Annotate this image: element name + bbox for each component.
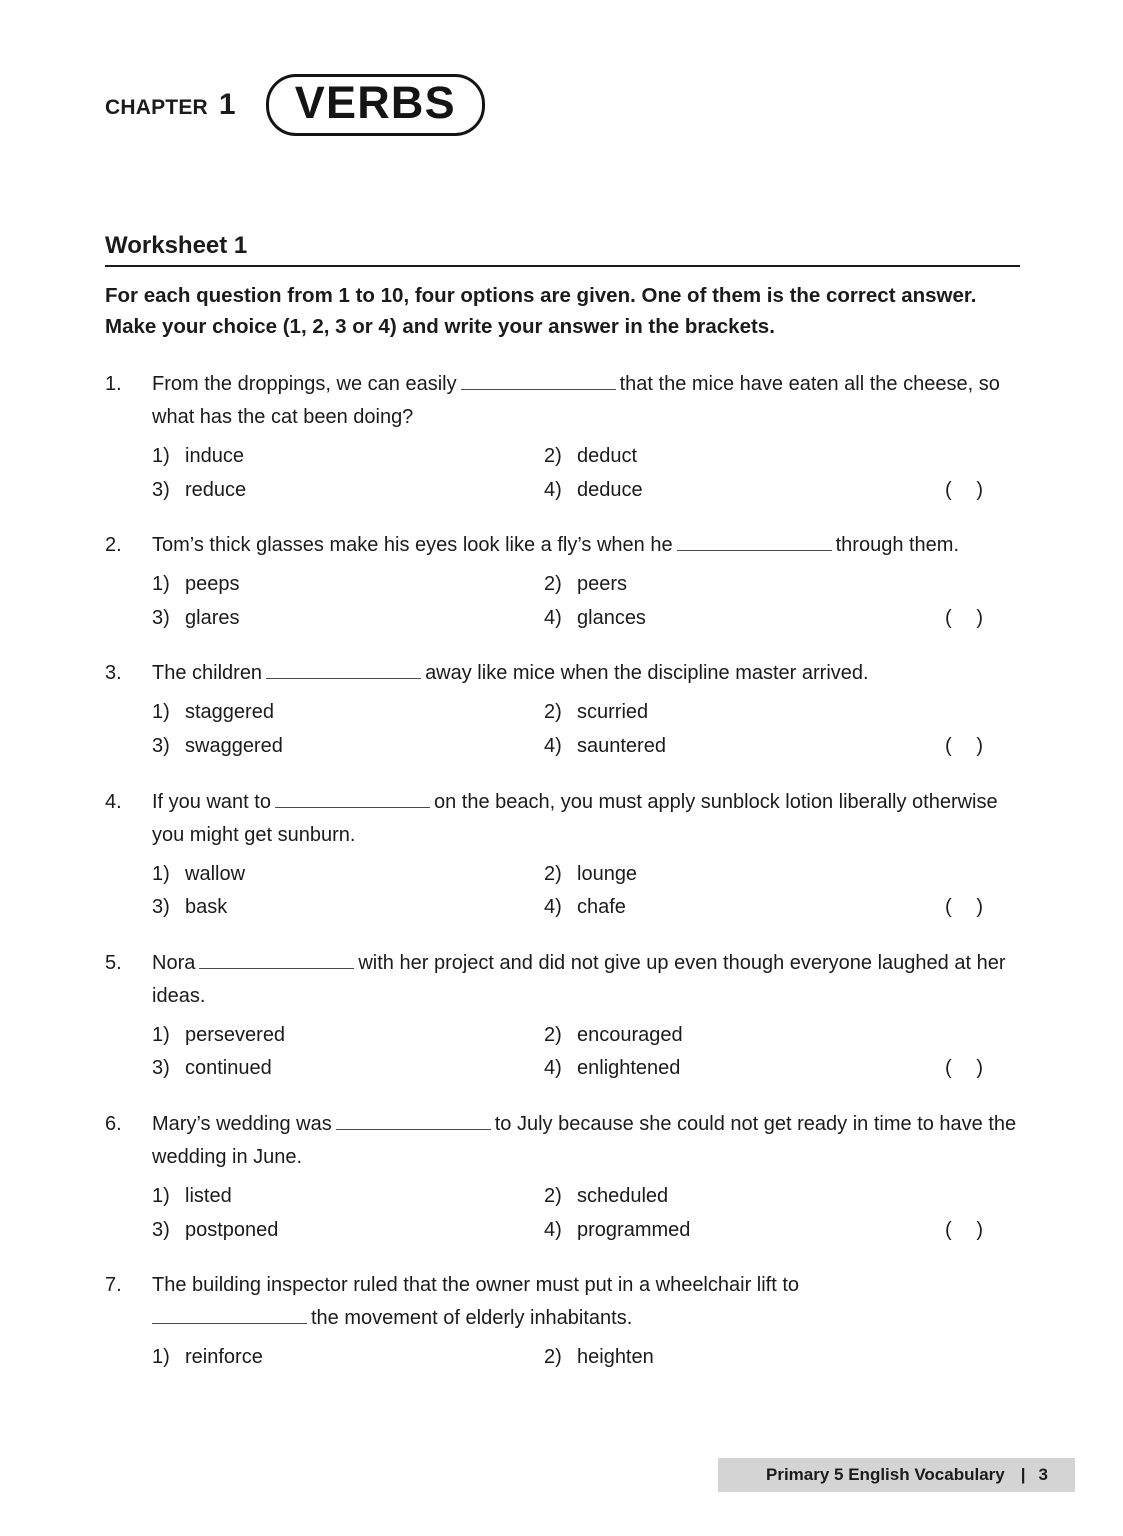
stem-text-after-blank: with her project and did not give up even though everyone laughed at her ideas. [152, 951, 1006, 1007]
option-text: peeps [185, 573, 240, 596]
option-text: peers [577, 573, 628, 596]
option-text: scurried [577, 701, 649, 724]
answer-bracket[interactable]: ( ) [945, 1057, 984, 1080]
option-marker: 4) [544, 734, 562, 757]
option-text: wallow [185, 862, 246, 885]
option-text: deduce [577, 478, 643, 501]
option-4[interactable] [544, 891, 894, 925]
option-text: reduce [185, 478, 247, 501]
option-3[interactable] [152, 1214, 544, 1248]
footer-inner [766, 1465, 1048, 1485]
question-stem [152, 368, 1025, 434]
option-2[interactable] [544, 1341, 894, 1375]
question [105, 947, 1025, 1086]
answer-bracket[interactable]: ( ) [945, 896, 984, 919]
option-marker: 2) [544, 445, 562, 467]
option-4[interactable] [544, 474, 894, 508]
option-text: glances [577, 606, 646, 629]
option-text: encouraged [577, 1023, 683, 1046]
option-marker: 1) [152, 701, 170, 724]
option-2[interactable] [544, 858, 894, 892]
question [105, 1108, 1025, 1247]
option-marker: 4) [544, 896, 562, 919]
option-row [152, 696, 1025, 730]
question-stem [152, 786, 1025, 852]
option-text: postponed [185, 1218, 279, 1241]
option-marker: 1) [152, 1184, 170, 1207]
option-row [152, 1180, 1025, 1214]
option-list [152, 858, 1025, 925]
stem-text-after-blank: on the beach, you must apply sunblock lotion liberally otherwise you might get sunburn. [152, 790, 998, 846]
answer-bracket[interactable]: ( ) [945, 478, 984, 501]
instructions: For each question from 1 to 10, four options are given. One of them is the correct answer. Make your choice (1, 2, 3 or 4) and write your answer in the brackets. [105, 284, 977, 339]
stem-text-after-blank: away like mice when the discipline master arrived. [425, 662, 869, 685]
option-marker: 1) [152, 573, 170, 596]
stem-text-after-blank: that the mice have eaten all the cheese, so what has the cat been doing? [152, 373, 1000, 428]
option-marker: 1) [152, 445, 170, 467]
option-text: scheduled [577, 1184, 669, 1207]
option-text: glares [185, 606, 240, 629]
question-stem [152, 1269, 1025, 1335]
option-list [152, 696, 1025, 763]
question [105, 368, 1025, 507]
option-4[interactable] [544, 730, 894, 764]
option-marker: 3) [152, 1057, 170, 1080]
answer-blank[interactable] [152, 1304, 307, 1324]
option-row [152, 1214, 1025, 1248]
answer-blank[interactable] [266, 659, 421, 679]
stem-text-after-blank: the movement of elderly inhabitants. [311, 1307, 633, 1330]
option-marker: 3) [152, 896, 170, 919]
option-text: programmed [577, 1218, 691, 1241]
option-list [152, 1341, 1025, 1375]
question-number: 4. [105, 790, 122, 813]
answer-bracket[interactable]: ( ) [945, 734, 984, 757]
option-1[interactable] [152, 858, 544, 892]
option-3[interactable] [152, 891, 544, 925]
option-1[interactable] [152, 568, 544, 602]
answer-blank[interactable] [677, 531, 832, 551]
option-marker: 3) [152, 606, 170, 629]
option-marker: 1) [152, 1346, 170, 1369]
option-marker: 4) [544, 1057, 562, 1080]
option-row [152, 1019, 1025, 1053]
option-2[interactable] [544, 1019, 894, 1053]
footer-separator: | [1020, 1465, 1026, 1484]
option-marker: 1) [152, 862, 170, 885]
option-text: staggered [185, 701, 274, 724]
option-4[interactable] [544, 1052, 894, 1086]
option-text: induce [185, 445, 244, 467]
option-row [152, 730, 1025, 764]
stem-text-before-blank: From the droppings, we can easily [152, 373, 457, 395]
option-3[interactable] [152, 602, 544, 636]
option-3[interactable] [152, 730, 544, 764]
option-marker: 2) [544, 1023, 562, 1046]
option-text: bask [185, 896, 228, 919]
option-text: swaggered [185, 734, 283, 757]
question-stem-row [105, 786, 1025, 852]
option-4[interactable] [544, 602, 894, 636]
page-footer [718, 1458, 1075, 1492]
chapter-label [105, 88, 236, 122]
answer-blank[interactable] [275, 788, 430, 808]
option-marker: 4) [544, 606, 562, 629]
option-text: sauntered [577, 734, 666, 757]
option-row [152, 1341, 1025, 1375]
stem-text-after-blank: through them. [835, 534, 960, 557]
stem-text-before-blank: Mary’s wedding was [152, 1112, 332, 1135]
option-marker: 3) [152, 478, 170, 501]
stem-text-before-blank: If you want to [152, 790, 271, 813]
chapter-header [105, 74, 485, 136]
option-marker: 2) [544, 1346, 562, 1369]
chapter-word: chapter [105, 87, 208, 121]
option-text: lounge [577, 862, 638, 885]
option-list [152, 1019, 1025, 1086]
option-row [152, 858, 1025, 892]
question-stem-row [105, 1108, 1025, 1174]
stem-text-after-blank: to July because she could not get ready in time to have the wedding in June. [152, 1112, 1017, 1168]
option-marker: 2) [544, 701, 562, 724]
option-4[interactable] [544, 1214, 894, 1248]
option-2[interactable] [544, 440, 894, 474]
question-stem [152, 947, 1025, 1013]
question-stem [152, 1108, 1025, 1174]
footer-book-title: Primary 5 English Vocabulary [766, 1465, 1005, 1484]
option-row [152, 474, 1025, 508]
chapter-number: 1 [218, 87, 236, 121]
question-stem-row [105, 1269, 1025, 1335]
question [105, 657, 1025, 763]
option-row [152, 891, 1025, 925]
stem-text-before-blank: Tom’s thick glasses make his eyes look like a fly’s when he [152, 534, 673, 557]
option-3[interactable] [152, 474, 544, 508]
stem-text-before-blank: The children [152, 662, 263, 685]
question-number: 5. [105, 951, 122, 974]
question-stem-row [105, 947, 1025, 1013]
question-number: 3. [105, 662, 122, 685]
worksheet-title-block [105, 232, 1020, 267]
question-stem-row [105, 529, 1025, 562]
question-number: 2. [105, 534, 122, 557]
option-list [152, 1180, 1025, 1247]
option-3[interactable] [152, 1052, 544, 1086]
option-2[interactable] [544, 1180, 894, 1214]
option-row [152, 440, 1025, 474]
question-number: 1. [105, 373, 122, 395]
option-marker: 1) [152, 1023, 170, 1046]
option-marker: 2) [544, 1184, 562, 1207]
option-2[interactable] [544, 696, 894, 730]
option-text: listed [185, 1184, 232, 1207]
option-text: deduct [577, 445, 638, 467]
option-text: enlightened [577, 1057, 681, 1080]
option-1[interactable] [152, 1180, 544, 1214]
footer-page-number: 3 [1038, 1465, 1048, 1484]
answer-bracket[interactable]: ( ) [945, 1218, 984, 1241]
question [105, 1269, 1025, 1375]
chapter-title-box [266, 74, 485, 136]
question-stem-row [105, 368, 1025, 434]
question-number: 6. [105, 1112, 122, 1135]
option-text: persevered [185, 1023, 286, 1046]
option-1[interactable] [152, 440, 544, 474]
option-text: continued [185, 1057, 272, 1080]
option-list [152, 568, 1025, 635]
question-stem [152, 657, 1025, 690]
question-stem-row [105, 657, 1025, 690]
question-list [105, 368, 1025, 1397]
option-row [152, 602, 1025, 636]
option-marker: 2) [544, 862, 562, 885]
worksheet-title: Worksheet 1 [105, 232, 248, 259]
question [105, 786, 1025, 925]
option-text: chafe [577, 896, 626, 919]
question [105, 529, 1025, 635]
option-1[interactable] [152, 696, 544, 730]
answer-blank[interactable] [336, 1110, 491, 1130]
option-text: reinforce [185, 1346, 263, 1369]
option-text: heighten [577, 1346, 654, 1369]
stem-text-before-blank: The building inspector ruled that the owner must put in a wheelchair lift to [152, 1274, 800, 1297]
answer-blank[interactable] [461, 370, 616, 390]
option-list [152, 440, 1025, 507]
option-marker: 2) [544, 573, 562, 596]
title-divider [105, 265, 1020, 267]
option-1[interactable] [152, 1341, 544, 1375]
option-1[interactable] [152, 1019, 544, 1053]
option-2[interactable] [544, 568, 894, 602]
option-marker: 3) [152, 734, 170, 757]
option-marker: 4) [544, 478, 562, 501]
answer-blank[interactable] [199, 949, 354, 969]
question-stem [152, 529, 1025, 562]
answer-bracket[interactable]: ( ) [945, 606, 984, 629]
option-row [152, 568, 1025, 602]
option-row [152, 1052, 1025, 1086]
stem-text-before-blank: Nora [152, 951, 196, 974]
option-marker: 3) [152, 1218, 170, 1241]
chapter-title: VERBS [294, 77, 456, 128]
option-marker: 4) [544, 1218, 562, 1241]
question-number: 7. [105, 1274, 122, 1297]
